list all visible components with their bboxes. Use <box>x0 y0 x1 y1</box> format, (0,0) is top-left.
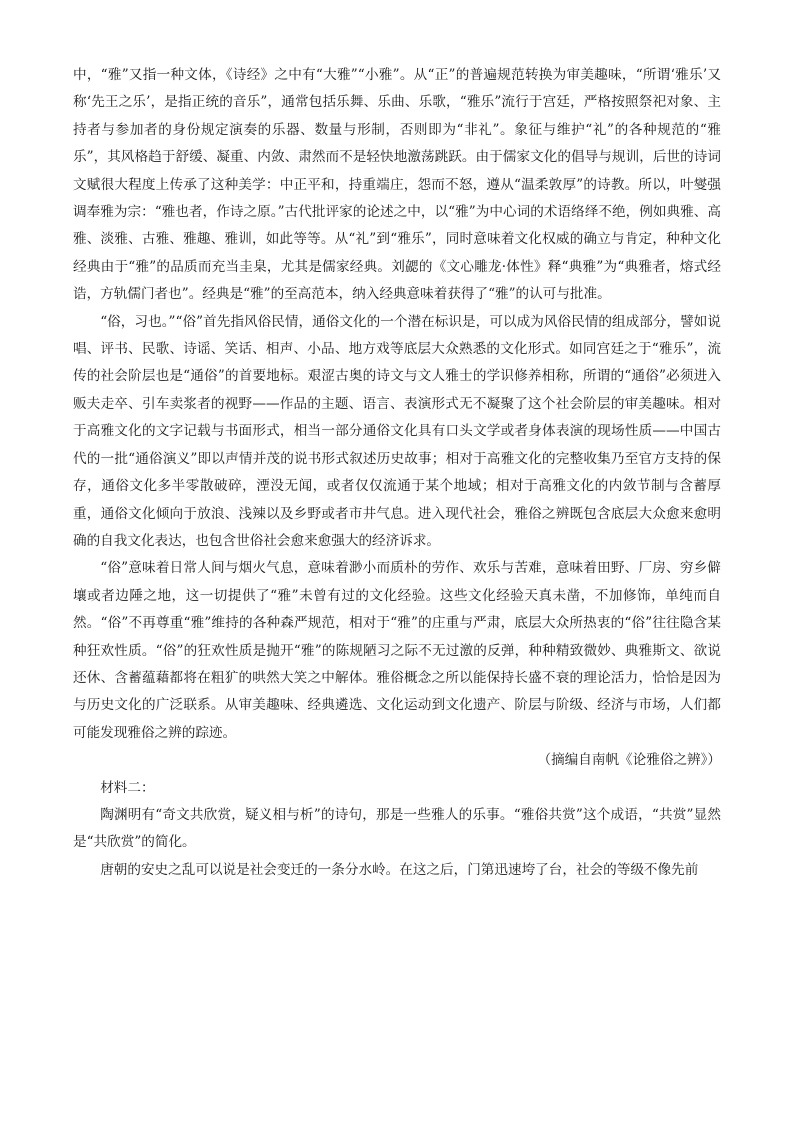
paragraph-tao-yuanming: 陶渊明有“奇文共欣赏，疑义相与析”的诗句，那是一些雅人的乐事。“雅俗共赏”这个成语，“共赏”显然是“共欣赏”的简化。 <box>73 806 721 851</box>
source-citation: （摘编自南帆《论雅俗之辨》） <box>537 752 721 769</box>
paragraph-tang-dynasty: 唐朝的安史之乱可以说是社会变迁的一条分水岭。在这之后，门第迅速垮了台，社会的等级不像先前 <box>100 861 699 878</box>
paragraph-su: “俗，习也。”“俗”首先指风俗民情，通俗文化的一个潜在标识是，可以成为风俗民情的组成部分，譬如说唱、评书、民歌、诗谣、笑话、相声、小品、地方戏等底层大众熟悉的文化形式。如同宫廷之于“雅乐”，流传的社会阶层也是“通俗”的首要地标。艰涩古奥的诗文与文人雅士的学识修养相称，所谓的“通俗”必须进入贩夫走卒、引车卖浆者的视野——作品的主题、语言、表演形式无不凝聚了这个社会阶层的审美趣味。相对于高雅文化的文字记载与书面形式，相当一部分通俗文化具有口头文学或者身体表演的现场性质——中国古代的一批“通俗演义”即以声情并茂的说书形式叙述历史故事；相对于高雅文化的完整收集乃至官方支持的保存，通俗文化多半零散破碎，湮没无闻，或者仅仅流通于某个地域；相对于高雅文化的内敛节制与含蓄厚重，通俗文化倾向于放浪、浅辣以及乡野或者市井气息。进入现代社会，雅俗之辨既包含底层大众愈来愈明确的自我文化表达，也包含世俗社会愈来愈强大的经济诉求。 <box>73 313 721 549</box>
material-two-heading: 材料二： <box>100 779 155 796</box>
paragraph-continuation: 中，“雅”又指一种文体，《诗经》之中有“大雅”“小雅”。从“正”的普遍规范转换为审美趣味，“所谓‘雅乐’又称‘先王之乐’，是指正统的音乐”，通常包括乐舞、乐曲、乐歌，“雅乐”流行于宫廷，严格按照祭祀对象、主持者与参加者的身份规定演奏的乐器、数量与形制，否则即为“非礼”。象征与维护“礼”的各种规范的“雅乐”，其风格趋于舒缓、凝重、内敛、肃然而不是轻快地激荡跳跃。由于儒家文化的倡导与规训，后世的诗词文赋很大程度上传承了这种美学：中正平和，持重端庄，怨而不怒，遵从“温柔敦厚”的诗教。所以，叶燮强调奉雅为宗：“雅也者，作诗之原。”古代批评家的论述之中，以“雅”为中心词的术语络绎不绝，例如典雅、高雅、淡雅、古雅、雅趣、雅训，如此等等。从“礼”到“雅乐”，同时意味着文化权威的确立与肯定，种种文化经典由于“雅”的品质而充当圭臬，尤其是儒家经典。刘勰的《文心雕龙·体性》释“典雅”为“典雅者，熔式经诰，方轨儒门者也”。经典是“雅”的至高范本，纳入经典意味着获得了“雅”的认可与批准。 <box>73 67 721 303</box>
document-page <box>73 62 721 884</box>
paragraph-su-meaning: “俗”意味着日常人间与烟火气息，意味着渺小而质朴的劳作、欢乐与苦难，意味着田野、厂房、穷乡僻壤或者边陲之地，这一切提供了“雅”未曾有过的文化经验。这些文化经验天真未凿，不加修饰，单纯而自然。“俗”不再尊重“雅”维持的各种森严规范，相对于“雅”的庄重与严肃，底层大众所热衷的“俗”往往隐含某种狂欢性质。“俗”的狂欢性质是抛开“雅”的陈规陋习之际不无过激的反弹，种种精致微妙、典雅斯文、欲说还休、含蓄蕴藉都将在粗犷的哄然大笑之中解体。雅俗概念之所以能保持长盛不衰的理论活力，恰恰是因为与历史文化的广泛联系。从审美趣味、经典遴选、文化运动到文化遗产、阶层与阶级、经济与市场，人们都可能发现雅俗之辨的踪迹。 <box>73 560 721 741</box>
